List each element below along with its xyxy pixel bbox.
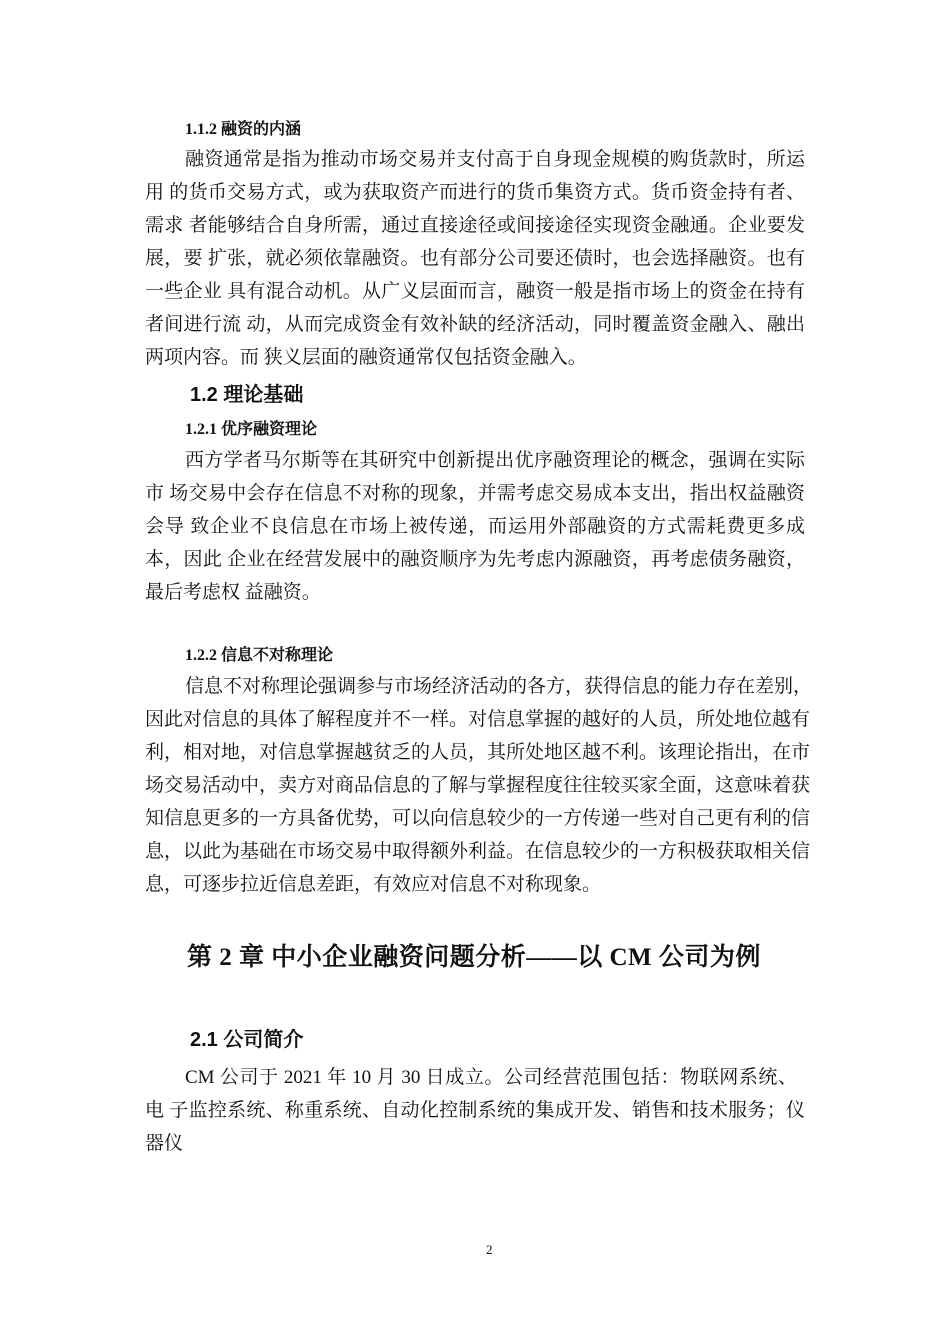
paragraph-line: 息，以此为基础在市场交易中取得额外利益。在信息较少的一方积极获取相关信 [145, 841, 811, 862]
paragraph-line: 利，相对地，对信息掌握越贫乏的人员，其所处地区越不利。该理论指出，在市 [145, 742, 811, 763]
paragraph-line: 场交易活动中，卖方对商品信息的了解与掌握程度往往较买家全面，这意味着获 [145, 775, 811, 796]
paragraph-line: 知信息更多的一方具备优势，可以向信息较少的一方传递一些对自己更有利的信 [145, 808, 811, 829]
paragraph-line: 会导 致企业不良信息在市场上被传递，而运用外部融资的方式需耗费更多成 [145, 516, 805, 537]
page-number: 2 [486, 1242, 493, 1257]
paragraph-line: 一些企业 具有混合动机。从广义层面而言，融资一般是指市场上的资金在持有 [145, 281, 805, 302]
paragraph-line: 器仪 [145, 1133, 184, 1154]
paragraph-line: 本，因此 企业在经营发展中的融资顺序为先考虑内源融资，再考虑债务融资， [145, 549, 805, 570]
paragraph-line: 两项内容。而 狭义层面的融资通常仅包括资金融入。 [145, 347, 587, 368]
paragraph-line: 需求 者能够结合自身所需，通过直接途径或间接途径实现资金融通。企业要发 [145, 215, 805, 236]
paragraph-line: 信息不对称理论强调参与市场经济活动的各方，获得信息的能力存在差别， [185, 676, 813, 697]
paragraph-line: 融资通常是指为推动市场交易并支付高于自身现金规模的购货款时，所运 [185, 149, 805, 170]
paragraph-line: CM 公司于 2021 年 10 月 30 日成立。公司经营范围包括：物联网系统、 [185, 1067, 797, 1088]
section-heading-1-2-1: 1.2.1 优序融资理论 [185, 421, 318, 438]
section-heading-2-1: 2.1 公司简介 [190, 1029, 304, 1051]
paragraph-line: 息，可逐步拉近信息差距，有效应对信息不对称现象。 [145, 874, 602, 895]
section-heading-1-2: 1.2 理论基础 [190, 384, 304, 406]
section-heading-1-1-2: 1.1.2 融资的内涵 [185, 121, 302, 138]
paragraph-line: 市 场交易中会存在信息不对称的现象，并需考虑交易成本支出，指出权益融资 [145, 483, 805, 504]
paragraph-line: 因此对信息的具体了解程度并不一样。对信息掌握的越好的人员，所处地位越有 [145, 709, 811, 730]
section-heading-1-2-2: 1.2.2 信息不对称理论 [185, 647, 334, 664]
paragraph-line: 西方学者马尔斯等在其研究中创新提出优序融资理论的概念，强调在实际 [185, 450, 805, 471]
paragraph-line: 电 子监控系统、称重系统、自动化控制系统的集成开发、销售和技术服务；仪 [145, 1100, 805, 1121]
paragraph-line: 展，要 扩张，就必须依靠融资。也有部分公司要还债时，也会选择融资。也有 [145, 248, 805, 269]
chapter-heading: 第 2 章 中小企业融资问题分析——以 CM 公司为例 [187, 944, 761, 971]
paragraph-line: 者间进行流 动，从而完成资金有效补缺的经济活动，同时覆盖资金融入、融出 [145, 314, 805, 335]
paragraph-line: 最后考虑权 益融资。 [145, 582, 321, 603]
paragraph-line: 用 的货币交易方式，或为获取资产而进行的货币集资方式。货币资金持有者、 [145, 182, 805, 203]
